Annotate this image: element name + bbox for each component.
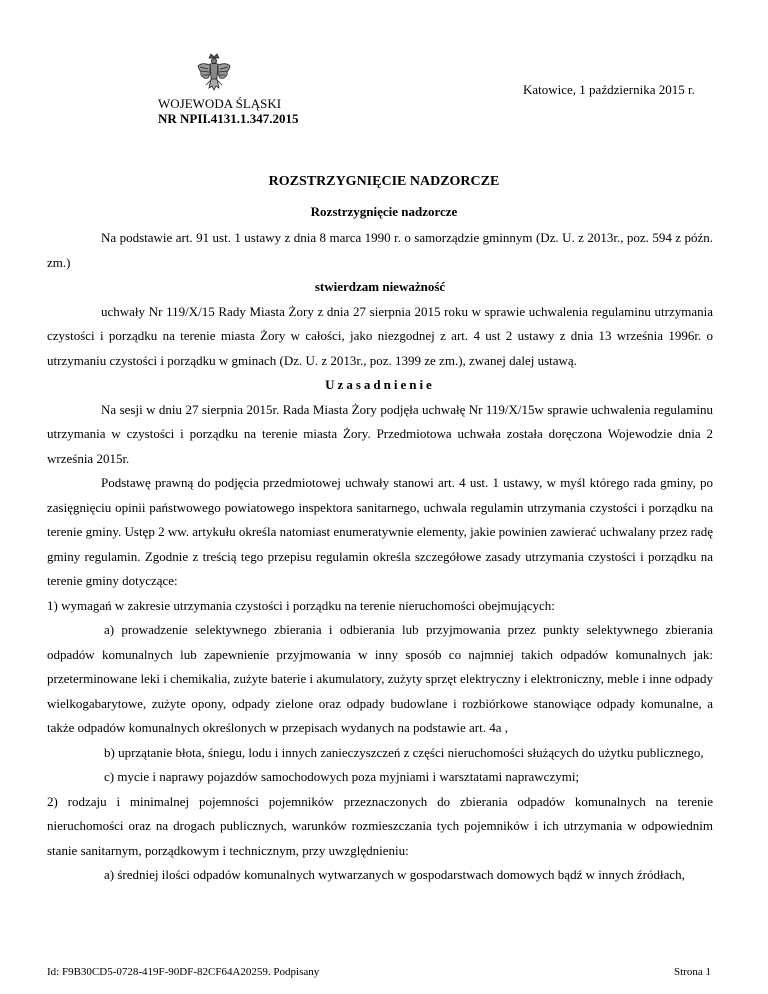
list-item-1: 1) wymagań w zakresie utrzymania czystości i porządku na terenie nieruchomości obejmujących: bbox=[47, 597, 555, 613]
session-paragraph: Na sesji w dniu 27 sierpnia 2015r. Rada Miasta Żory podjęła uchwałę Nr 119/X/15w sprawie uchwalenia regulaminu utrzymania w czystości i porządku na terenie miasta Żory. Przedmiotowa uchwała została doręczona Wojewodzie dnia 2 września 2015r. bbox=[47, 401, 713, 466]
declaration-heading: stwierdzam nieważność bbox=[314, 279, 446, 294]
document-title: ROZSTRZYGNIĘCIE NADZORCZE bbox=[268, 174, 500, 189]
legal-ground-paragraph: Podstawę prawną do podjęcia przedmiotowej uchwały stanowi art. 4 ust. 1 ustawy, w myśl którego rada gminy, po zasięgnięciu opinii państwowego powiatowego inspektora sanitarnego, uchwala regulamin utrzymania czystości i porządku na terenie gminy. Ustęp 2 ww. artykułu określa natomiast enumeratywnie elementy, jakie powinien zawierać uchwalany przez radę gminy regulamin. Zgodnie z treścią tego przepisu regulamin określa szczegółowe zasady utrzymania czystości i porządku na terenie gminy dotyczące: bbox=[47, 475, 713, 588]
issuer-block bbox=[158, 96, 298, 126]
document-subtitle: Rozstrzygnięcie nadzorcze bbox=[310, 204, 458, 219]
page-number: Strona 1 bbox=[674, 966, 711, 978]
list-item-2: 2) rodzaju i minimalnej pojemności pojemników przeznaczonych do zbierania odpadów komunalnych na terenie nieruchomości oraz na drogach publicznych, warunków rozmieszczania tych pojemników i ich utrzymania w odpowiednim stanie sanitarnym, porządkowym i technicznym, przy uwzględnieniu: bbox=[47, 793, 713, 858]
list-item-1c: c) mycie i naprawy pojazdów samochodowych poza myjniami i warsztatami naprawczymi; bbox=[104, 769, 580, 784]
document-date: Katowice, 1 października 2015 r. bbox=[523, 82, 695, 97]
list-item-1b: b) uprzątanie błota, śniegu, lodu i innych zanieczyszczeń z części nieruchomości służących do użytku publicznego, bbox=[104, 744, 704, 760]
list-item-1a: a) prowadzenie selektywnego zbierania i odbierania lub przyjmowania przez punkty selektywnego zbierania odpadów komunalnych lub zapewnienie przyjmowania w inny sposób co najmniej takich odpadów komunalnych jak: przeterminowane leki i chemikalia, zużyte baterie i akumulatory, zużyty sprzęt elektryczny i elektroniczny, meble i inne odpady wielkogabarytowe, zużyte opony, odpady zielone oraz odpady budowlane i rozbiórkowe stanowiące odpady komunalne, a także odpadów komunalnych określonych w przepisach wydanych na podstawie art. 4a , bbox=[47, 622, 713, 735]
polish-eagle-emblem-icon bbox=[196, 52, 232, 96]
issuer-name: WOJEWODA ŚLĄSKI bbox=[158, 96, 282, 111]
justification-heading: Uzasadnienie bbox=[325, 377, 435, 392]
list-item-2a: a) średniej ilości odpadów komunalnych wytwarzanych w gospodarstwach domowych bądź w innych źródłach, bbox=[104, 867, 685, 882]
resolution-paragraph: uchwały Nr 119/X/15 Rady Miasta Żory z dnia 27 sierpnia 2015 roku w sprawie uchwalenia regulaminu utrzymania czystości i porządku na terenie miasta Żory w całości, jako niezgodnej z art. 4 ust 2 ustawy z dnia 13 września 1996r. o utrzymaniu czystości i porządku w gminach (Dz. U. z 2013r., poz. 1399 ze zm.), zwanej dalej ustawą. bbox=[47, 303, 713, 368]
document-id-footer: Id: F9B30CD5-0728-419F-90DF-82CF64A20259. Podpisany bbox=[47, 966, 320, 978]
document-number: NR NPII.4131.1.347.2015 bbox=[158, 111, 299, 126]
document-body bbox=[47, 226, 713, 888]
legal-basis-paragraph: Na podstawie art. 91 ust. 1 ustawy z dnia 8 marca 1990 r. o samorządzie gminnym (Dz. U. z 2013r., poz. 594 z późn. zm.) bbox=[47, 230, 713, 270]
